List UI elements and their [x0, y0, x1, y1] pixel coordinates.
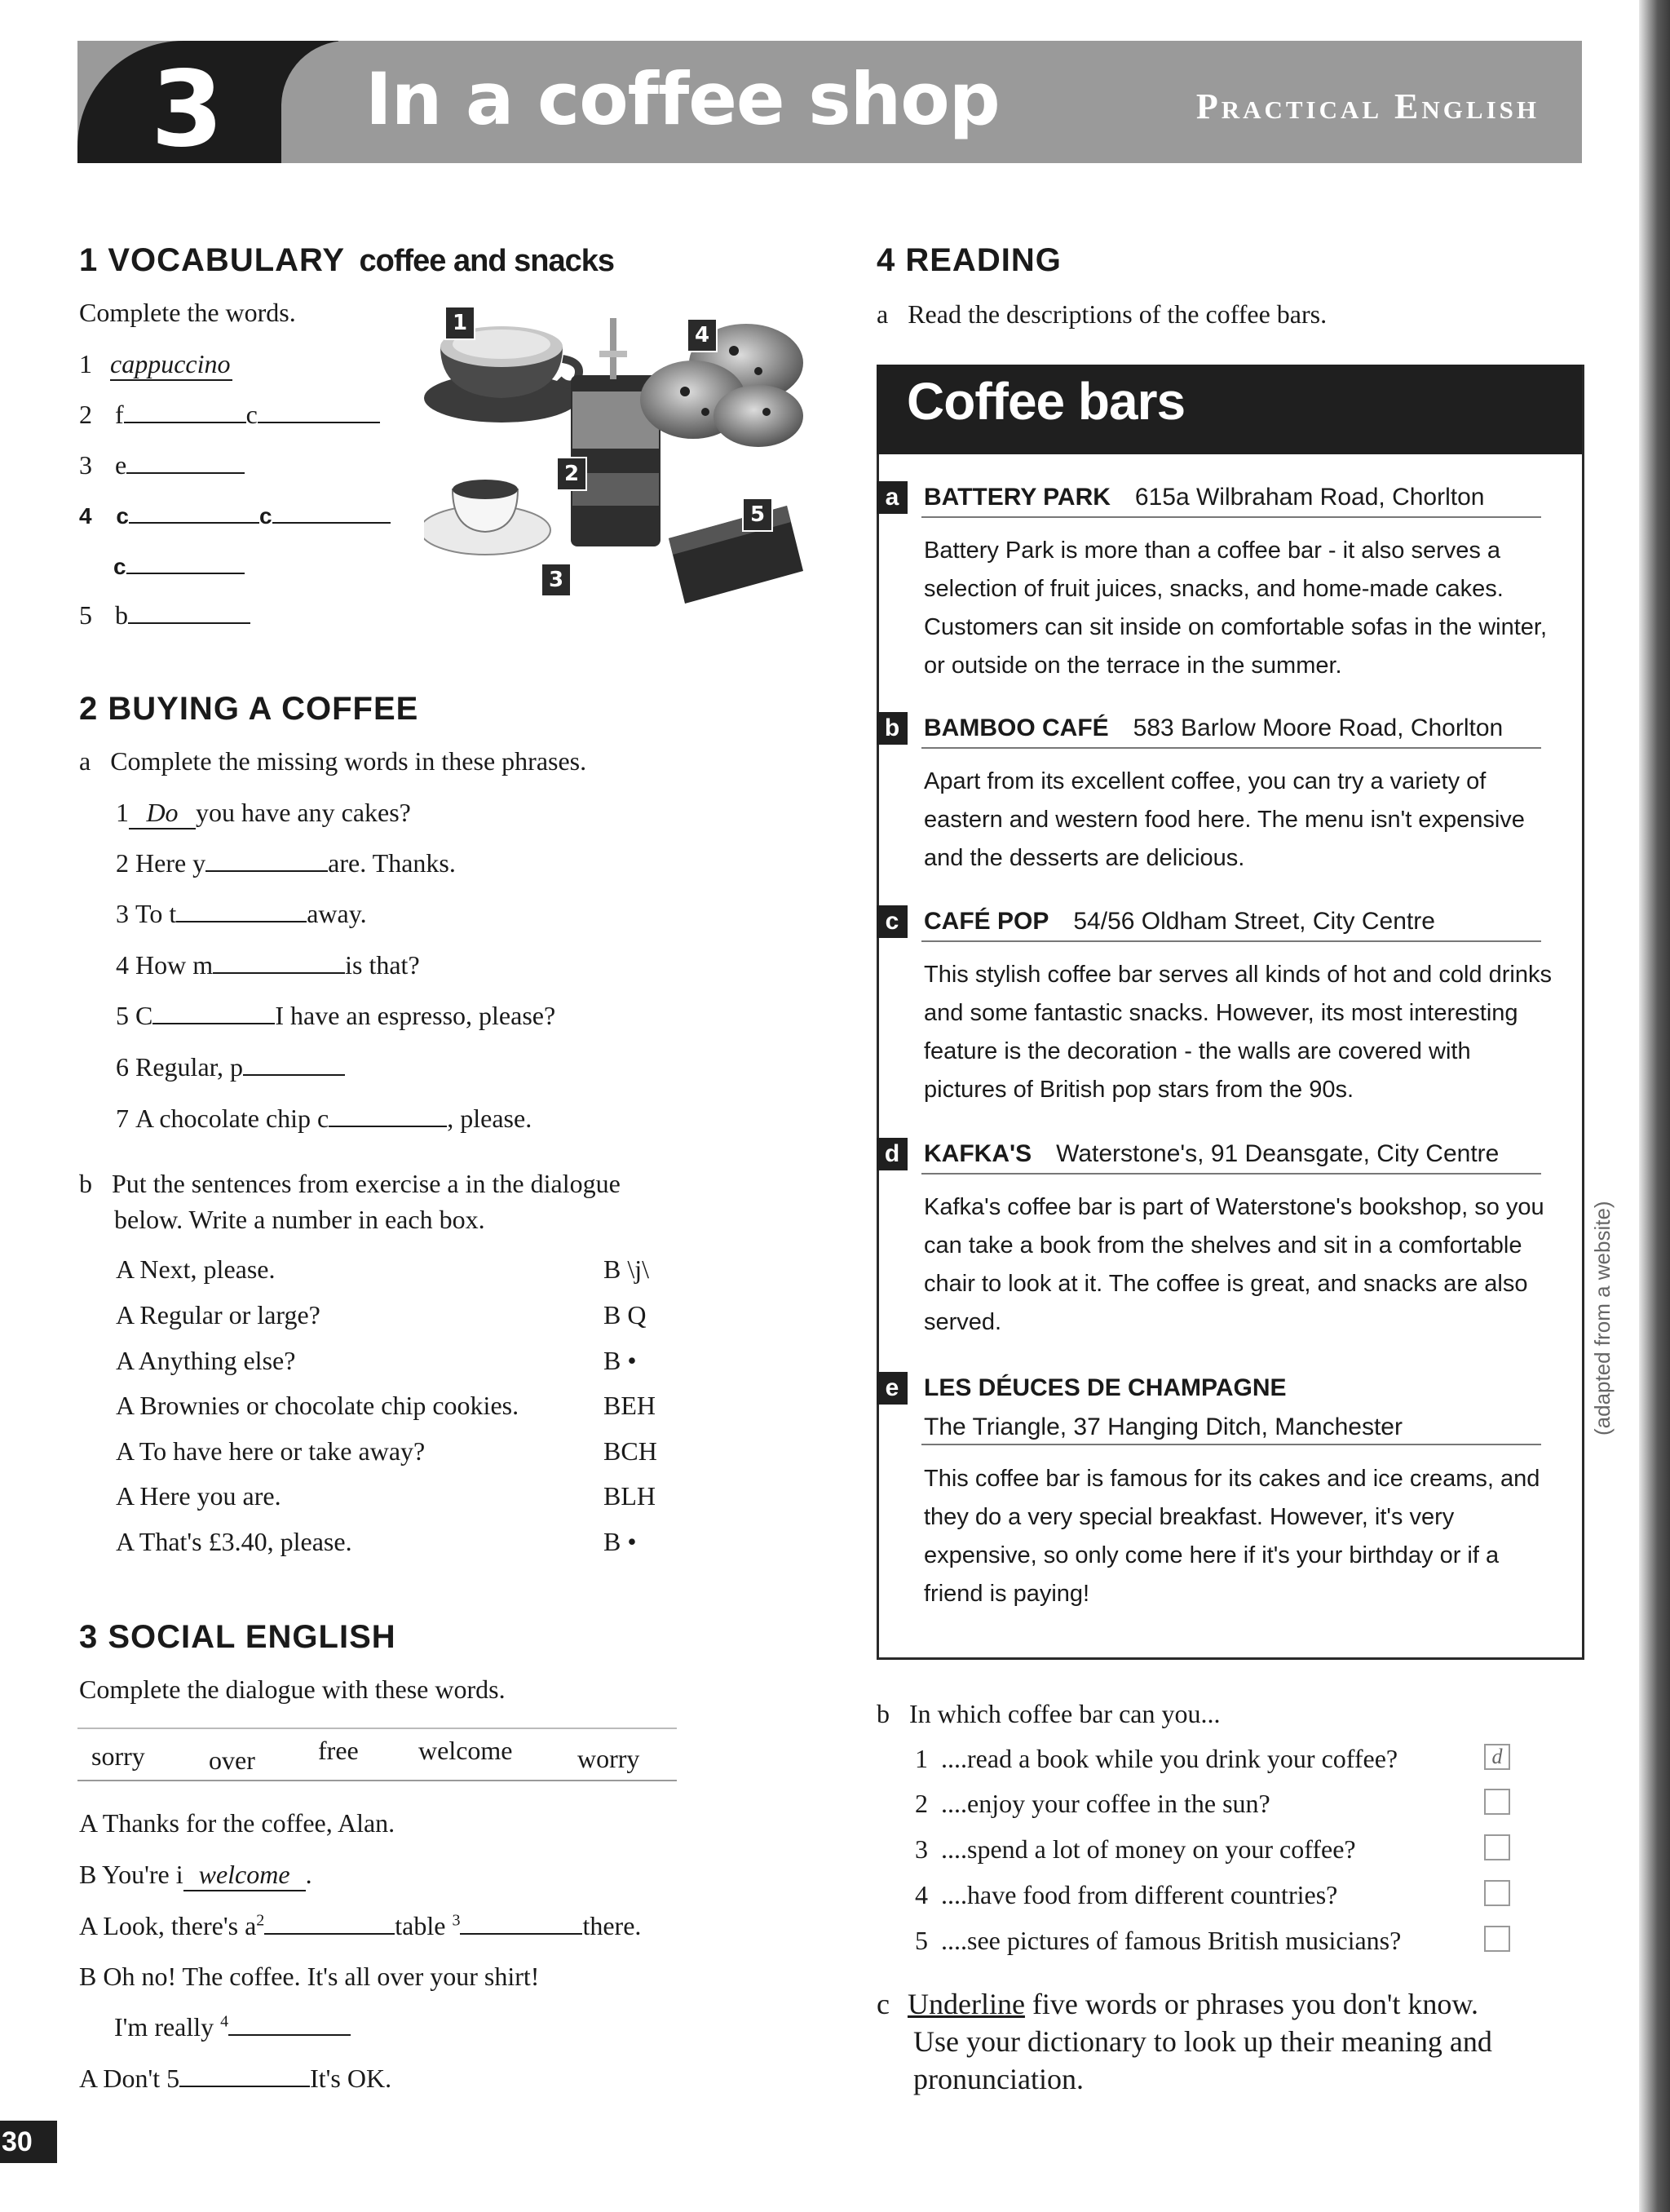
social-line-3: A Look, there's $a^2$ table $^3$ there. — [79, 1911, 642, 1940]
dialogue-row-1-b[interactable]: B \j\ — [603, 1254, 650, 1284]
buying-heading: 2 BUYING A COFFEE — [79, 691, 419, 727]
question-1: 1 ....read a book while you drink your coffee? — [915, 1744, 1398, 1773]
reading-c-line-1: c Underline five words or phrases you don't know. — [877, 1988, 1479, 2020]
phrase-7-blank[interactable] — [329, 1104, 447, 1127]
coffee-bars-title: Coffee bars — [907, 372, 1186, 431]
social-blank-1[interactable]: welcome — [183, 1860, 306, 1891]
dialogue-row-2-a: A Regular or large? — [116, 1300, 320, 1329]
phrase-2: 2 Here y are. Thanks. — [116, 848, 456, 878]
buying-b-instruction-line-2: below. Write a number in each box. — [114, 1205, 485, 1234]
vocab-item-3: 3 e — [79, 450, 245, 480]
vocab-item-1-answer[interactable]: cappuccino — [110, 349, 232, 381]
vocab-item-5: 5 b — [79, 600, 250, 630]
vocab-heading: 1 VOCABULARY coffee and snacks — [79, 242, 614, 278]
social-blank-3[interactable] — [460, 1912, 582, 1935]
vocab-item-4: 4 c c — [79, 501, 391, 529]
bar-a-description: Battery Park is more than a coffee bar - it also serves a selection of fruit juices, snacks, and home-made cakes. Customers can sit inside on comfortable sofas in the winter, or outside on the terrace in the summer. — [924, 538, 1548, 679]
coffee-snacks-illustration — [424, 302, 807, 620]
bar-b-description: Apart from its excellent coffee, you can try a variety of eastern and western food here. The menu isn't expensive and the desserts are delicious. — [924, 768, 1525, 871]
question-4-checkbox[interactable] — [1484, 1880, 1510, 1906]
reading-heading: 4 READING — [877, 242, 1062, 278]
vocab-item-4-blank-1[interactable] — [129, 501, 259, 524]
phrase-5: 5 C I have an espresso, please? — [116, 1001, 556, 1030]
word-free: free — [318, 1736, 359, 1765]
dialogue-row-6-b[interactable]: BLH — [603, 1481, 656, 1511]
coffee-snacks-photo — [424, 302, 807, 620]
vocab-item-2-blank-1[interactable] — [124, 400, 246, 423]
question-5-checkbox[interactable] — [1484, 1926, 1510, 1952]
phrase-3-blank[interactable] — [176, 900, 307, 922]
phrase-7: 7 A chocolate chip c , please. — [116, 1104, 532, 1133]
phrase-6: 6 Regular, p — [116, 1052, 345, 1082]
word-sorry: sorry — [91, 1741, 145, 1771]
phrase-1-answer[interactable]: Do — [129, 798, 196, 830]
reading-c-line-2: Use your dictionary to look up their meaning and — [913, 2025, 1492, 2058]
dialogue-row-7-a: A That's £3.40, please. — [116, 1527, 352, 1556]
dialogue-row-3-b[interactable]: B • — [603, 1346, 637, 1375]
vocab-item-4-line-2: c — [113, 551, 245, 580]
vocab-item-2-blank-2[interactable] — [258, 400, 380, 423]
social-blank-5[interactable] — [179, 2064, 310, 2087]
social-heading: 3 SOCIAL ENGLISH — [79, 1619, 396, 1655]
section-label: Practical English — [1195, 86, 1540, 126]
photo-tag-5: 5 — [742, 498, 773, 532]
vocab-instruction: Complete the words. — [79, 298, 296, 327]
bar-a-rule — [921, 516, 1541, 518]
vocab-item-4-blank-2[interactable] — [272, 501, 391, 524]
bar-d-description: Kafka's coffee bar is part of Waterstone's bookshop, so you can take a book from the shelves and sit in a comfortable chair to look at it. The coffee is great, and snacks are also served. — [924, 1194, 1544, 1335]
bar-b-title: BAMBOO CAFÉ 583 Barlow Moore Road, Chorlton — [924, 714, 1504, 741]
social-instruction: Complete the dialogue with these words. — [79, 1674, 506, 1704]
social-line-5: I'm really $^4$ — [114, 2012, 351, 2042]
bar-a-title: BATTERY PARK 615a Wilbraham Road, Chorlton — [924, 484, 1485, 511]
social-blank-2[interactable] — [264, 1912, 395, 1935]
vocab-item-4-blank-3[interactable] — [126, 551, 245, 574]
bar-d-rule — [921, 1173, 1541, 1175]
phrase-2-blank[interactable] — [205, 849, 328, 872]
photo-tag-4: 4 — [687, 318, 718, 352]
question-3-checkbox[interactable] — [1484, 1834, 1510, 1860]
dialogue-row-2-b[interactable]: B Q — [603, 1300, 647, 1329]
bar-e-description: This coffee bar is famous for its cakes and ice creams, and they do a very special breakfast. However, it's very expensive, so only come here if it's your birthday or if a friend is paying! — [924, 1466, 1540, 1607]
question-2-checkbox[interactable] — [1484, 1789, 1510, 1815]
page-number: 30 — [0, 2121, 57, 2163]
photo-tag-1: 1 — [444, 306, 475, 340]
word-over: over — [209, 1745, 255, 1775]
vocab-item-2: 2 f c — [79, 400, 380, 430]
buying-a-instruction: a Complete the missing words in these phrases. — [79, 746, 587, 776]
question-4: 4 ....have food from different countries? — [915, 1880, 1338, 1909]
bar-c-description: This stylish coffee bar serves all kinds of hot and cold drinks and some fantastic snacks. However, its most interesting feature is the decoration - the walls are covered with pictures of British pop stars from the 90s. — [924, 962, 1552, 1103]
phrase-4-blank[interactable] — [213, 951, 345, 974]
reading-a-instruction: a Read the descriptions of the coffee bars. — [877, 299, 1328, 329]
vocab-item-1: 1 cappuccino — [79, 349, 232, 381]
page-edge-shadow — [1639, 0, 1670, 2212]
bar-e-letter: e — [877, 1372, 908, 1405]
social-line-6: A Don't 5 It's OK. — [79, 2064, 392, 2093]
dialogue-row-4-a: A Brownies or chocolate chip cookies. — [116, 1391, 519, 1420]
bar-b-rule — [921, 747, 1541, 749]
phrase-4: 4 How m is that? — [116, 950, 420, 980]
word-worry: worry — [577, 1744, 640, 1773]
photo-tag-3: 3 — [541, 563, 572, 597]
question-2: 2 ....enjoy your coffee in the sun? — [915, 1789, 1270, 1818]
word-welcome: welcome — [418, 1736, 513, 1765]
photo-tag-2: 2 — [556, 457, 587, 491]
dialogue-row-6-a: A Here you are. — [116, 1481, 281, 1511]
bar-a-letter: a — [877, 481, 908, 514]
unit-title: In a coffee shop — [365, 57, 1000, 141]
dialogue-row-5-b[interactable]: BCH — [603, 1436, 657, 1466]
question-5: 5 ....see pictures of famous British musicians? — [915, 1926, 1402, 1955]
dialogue-row-3-a: A Anything else? — [116, 1346, 296, 1375]
question-1-checkbox[interactable]: d — [1484, 1744, 1510, 1770]
bar-c-letter: c — [877, 905, 908, 938]
dialogue-row-5-a: A To have here or take away? — [116, 1436, 426, 1466]
phrase-3: 3 To t away. — [116, 899, 367, 928]
bar-d-title: KAFKA'S Waterstone's, 91 Deansgate, City Centre — [924, 1140, 1500, 1167]
social-blank-4[interactable] — [228, 2013, 351, 2036]
vocab-item-5-blank[interactable] — [128, 601, 250, 624]
bar-d-letter: d — [877, 1138, 908, 1170]
phrase-1: 1 Do you have any cakes? — [116, 798, 411, 830]
reading-b-instruction: b In which coffee bar can you... — [877, 1699, 1221, 1728]
social-line-2: B You're i welcome . — [79, 1860, 312, 1891]
dialogue-row-4-b[interactable]: BEH — [603, 1391, 656, 1420]
bar-e-name: LES DÉUCES DE CHAMPAGNE — [924, 1374, 1287, 1401]
buying-b-instruction-line-1: b Put the sentences from exercise a in the dialogue — [79, 1169, 621, 1198]
reading-c-line-3: pronunciation. — [913, 2063, 1084, 2095]
bar-e-rule — [921, 1444, 1541, 1445]
dialogue-row-7-b[interactable]: B • — [603, 1527, 637, 1556]
bar-e-address: The Triangle, 37 Hanging Ditch, Manchester — [924, 1413, 1403, 1440]
bar-c-title: CAFÉ POP 54/56 Oldham Street, City Centre — [924, 908, 1435, 935]
source-note: (adapted from a website) — [1590, 1201, 1615, 1436]
phrase-6-blank[interactable] — [243, 1053, 345, 1076]
dialogue-row-1-a: A Next, please. — [116, 1254, 276, 1284]
vocab-item-3-blank[interactable] — [126, 451, 245, 474]
question-3: 3 ....spend a lot of money on your coffee? — [915, 1834, 1356, 1864]
social-line-1: A Thanks for the coffee, Alan. — [79, 1808, 395, 1838]
unit-number: 3 — [151, 49, 224, 170]
bar-c-rule — [921, 940, 1541, 942]
bar-b-letter: b — [877, 712, 908, 745]
social-line-4: B Oh no! The coffee. It's all over your shirt! — [79, 1962, 540, 1991]
phrase-5-blank[interactable] — [152, 1002, 275, 1024]
